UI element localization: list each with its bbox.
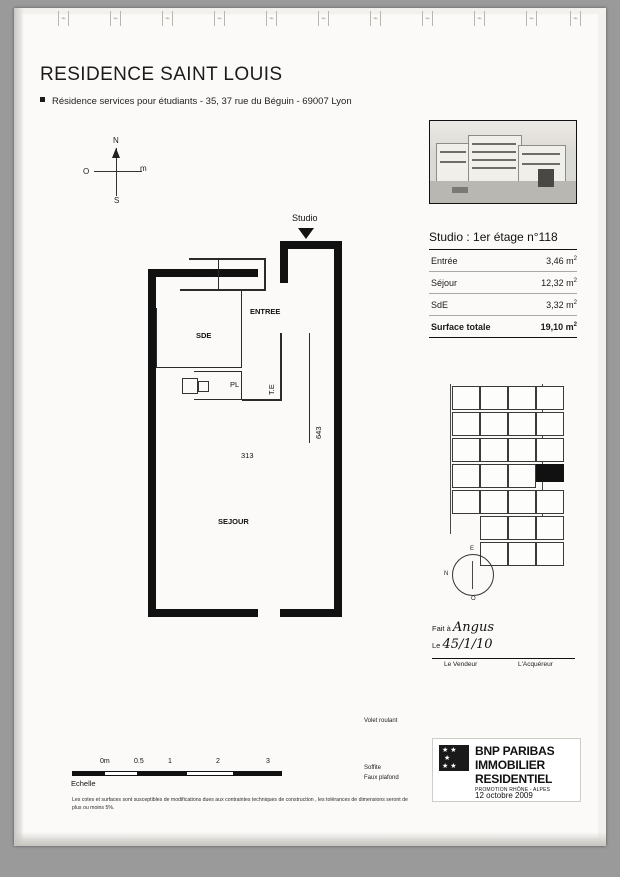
- table-row-total: [429, 316, 577, 338]
- table-row: [429, 250, 577, 272]
- photo-window-row-5: [440, 151, 466, 153]
- spec-label-sde: SdE: [431, 300, 449, 310]
- wall-top-right: [280, 241, 342, 249]
- keyplan-unit: [508, 542, 536, 566]
- keyplan-unit: [452, 490, 480, 514]
- compass-label-north: N: [113, 136, 119, 145]
- signature-place-row: [432, 620, 575, 635]
- keyplan-compass: [444, 546, 494, 602]
- spec-value-total: 19,10 $m^2$: [540, 322, 577, 332]
- table-row: [429, 272, 577, 294]
- keyplan-compass-needle: [472, 561, 473, 589]
- wall-entry-left: [280, 241, 288, 283]
- scale-ticks: [72, 758, 302, 770]
- partition-pl-box: [194, 371, 242, 372]
- photo-tree: [538, 169, 554, 187]
- keyplan-unit: [536, 412, 564, 436]
- keyplan-corridor-main: [450, 384, 451, 534]
- signature-place-label: Fait à: [432, 624, 451, 633]
- photo-window-row-2: [472, 151, 516, 153]
- keyplan-unit: [480, 386, 508, 410]
- bnp-logo-line3: RESIDENTIEL: [475, 772, 553, 786]
- legend-volet-roulant: Volet roulant: [364, 718, 398, 724]
- keyplan-unit: [480, 490, 508, 514]
- compass-label-west: O: [83, 167, 90, 176]
- wall-right: [334, 241, 342, 617]
- signature-block: [432, 620, 575, 668]
- signature-date-row: [432, 637, 575, 652]
- keyplan-unit: [536, 438, 564, 462]
- bnp-logo-line1: BNP PARIBAS: [475, 744, 555, 758]
- scale-tick-0: 0m: [100, 758, 110, 765]
- studio-pointer-triangle-icon: [298, 228, 314, 239]
- signature-caption-seller: Le Vendeur: [444, 661, 478, 668]
- keyplan-unit: [508, 464, 536, 488]
- document-sheet: [14, 8, 606, 846]
- document-date: 12 octobre 2009: [475, 791, 533, 800]
- unit-spec-table: [429, 230, 577, 338]
- dimension-line-vertical: [309, 333, 310, 443]
- room-label-pl-top: PL: [226, 269, 236, 278]
- building-photo: [429, 120, 577, 204]
- photo-window-row-8: [522, 163, 560, 165]
- compass-label-east: m: [140, 164, 147, 173]
- room-label-pl-mid: PL: [230, 380, 240, 389]
- scale-bar: [72, 771, 282, 776]
- room-label-sde: SDE: [196, 331, 212, 340]
- spec-label-sejour: Séjour: [431, 278, 458, 288]
- bnp-logo-line4: PROMOTION RHÔNE - ALPES: [475, 787, 551, 793]
- scale-segment: [104, 771, 138, 776]
- legend-faux-plafond: Faux plafond: [364, 775, 399, 782]
- photo-window-row-3: [472, 159, 516, 161]
- photo-window-row-7: [522, 153, 560, 155]
- partition-sde-right: [241, 291, 242, 368]
- keyplan-unit: [452, 412, 480, 436]
- spec-value-entree: 3,46 $m^2$: [546, 256, 577, 266]
- partition-sde-left: [156, 308, 157, 368]
- partition-entry-corner: [280, 333, 282, 399]
- spec-value-sde: 3,32 $m^2$: [546, 300, 577, 310]
- compass-north-needle-icon: [112, 148, 120, 158]
- table-row: [429, 294, 577, 316]
- dimension-643: 643: [314, 426, 323, 439]
- bnp-logo-text: [475, 744, 554, 793]
- fixture-sink: [198, 381, 209, 392]
- page-edge-shadow-bottom: [14, 832, 606, 846]
- room-label-sejour: SEJOUR: [218, 517, 249, 526]
- scale-segment: [72, 771, 104, 776]
- scale-tick-3: 2: [216, 758, 220, 765]
- photo-car: [452, 187, 468, 193]
- keyplan-unit: [536, 386, 564, 410]
- compass-label-south: S: [114, 196, 120, 205]
- compass-axis-horizontal: [94, 171, 142, 172]
- keyplan-unit: [480, 438, 508, 462]
- keyplan-unit: [452, 386, 480, 410]
- partition-pl-bottom: [194, 399, 242, 400]
- punch-strip: ⌁ ⌁ ⌁ ⌁ ⌁ ⌁ ⌁ ⌁ ⌁ ⌁ ⌁: [14, 8, 606, 34]
- page-subtitle: [40, 96, 352, 107]
- signature-divider: [432, 658, 575, 659]
- legend-soffite: Soffite: [364, 765, 381, 771]
- legend-right: [364, 763, 399, 783]
- wall-left: [148, 269, 156, 617]
- partition-entry-bottom: [242, 399, 282, 401]
- keyplan-compass-label-west: N: [444, 571, 449, 577]
- wall-bottom: [148, 609, 258, 617]
- signature-date-label: Le: [432, 641, 441, 650]
- page-edge-shadow-left: [14, 8, 24, 846]
- signature-place-value: Angus: [452, 620, 494, 635]
- room-label-ce: C.E: [196, 269, 209, 278]
- keyplan-unit: [508, 438, 536, 462]
- bnp-logo-block: [432, 738, 581, 802]
- studio-pointer-label: Studio: [292, 213, 318, 223]
- scale-segment: [138, 771, 186, 776]
- keyplan-unit: [536, 542, 564, 566]
- partition-ce-pl-top: [189, 258, 265, 260]
- partition-pl-right: [241, 371, 242, 399]
- key-plan: [432, 376, 574, 614]
- partition-ce-pl-right: [264, 258, 266, 290]
- photo-window-row-1: [472, 143, 516, 145]
- keyplan-unit: [536, 516, 564, 540]
- scale-segment: [186, 771, 234, 776]
- fixture-shower: [182, 378, 198, 394]
- signature-date-value: 45/1/10: [442, 637, 493, 652]
- keyplan-compass-label-south: O: [471, 596, 476, 602]
- spec-label-entree: Entrée: [431, 256, 458, 266]
- keyplan-highlighted-unit: [536, 464, 564, 482]
- scale-segment: [234, 771, 282, 776]
- keyplan-unit: [480, 516, 508, 540]
- spec-value-sejour: 12,32 $m^2$: [541, 278, 577, 288]
- bullet-square-icon: [40, 97, 45, 102]
- scale-tick-4: 3: [266, 758, 270, 765]
- bnp-stars-icon: ★ ★ ★ ★ ★: [442, 747, 457, 770]
- partition-ce-pl-bottom: [180, 289, 266, 291]
- photo-window-row-6: [440, 161, 466, 163]
- keyplan-unit: [452, 438, 480, 462]
- partition-sde-bottom: [156, 367, 242, 368]
- floor-plan: [134, 213, 364, 643]
- keyplan-unit: [480, 412, 508, 436]
- keyplan-unit: [536, 490, 564, 514]
- keyplan-unit: [508, 412, 536, 436]
- photo-window-row-4: [472, 167, 516, 169]
- wall-bottom-right: [280, 609, 342, 617]
- keyplan-unit: [508, 386, 536, 410]
- dimension-313: 313: [241, 451, 254, 460]
- scale-tick-1: 0.5: [134, 758, 144, 765]
- scale-label: Echelle: [71, 779, 96, 788]
- scale-tick-2: 1: [168, 758, 172, 765]
- unit-spec-title: Studio : 1er étage n°118: [429, 230, 577, 250]
- keyplan-unit: [480, 464, 508, 488]
- compass-rose: [82, 136, 154, 208]
- keyplan-unit: [452, 464, 480, 488]
- bnp-logo-line2: IMMOBILIER: [475, 758, 545, 772]
- partition-ce-divider: [218, 259, 219, 289]
- room-label-entree: ENTREE: [250, 307, 281, 316]
- keyplan-unit: [508, 490, 536, 514]
- spec-label-total: Surface totale: [431, 322, 491, 332]
- keyplan-compass-label-north: E: [470, 546, 475, 552]
- keyplan-unit: [508, 516, 536, 540]
- subtitle-text: Résidence services pour étudiants - 35, 37 rue du Béguin - 69007 Lyon: [52, 96, 352, 107]
- room-label-te: T.E: [267, 384, 276, 395]
- signature-caption-buyer: L'Acquéreur: [518, 661, 553, 668]
- scale-bar-block: [71, 758, 302, 788]
- page-title: RESIDENCE SAINT LOUIS: [40, 64, 283, 85]
- fineprint-disclaimer: Les cotes et surfaces sont susceptibles de modifications dues aux contraintes techniques de construction , les tolérances de dimensions seront de plus ou moins 5%.: [72, 797, 408, 812]
